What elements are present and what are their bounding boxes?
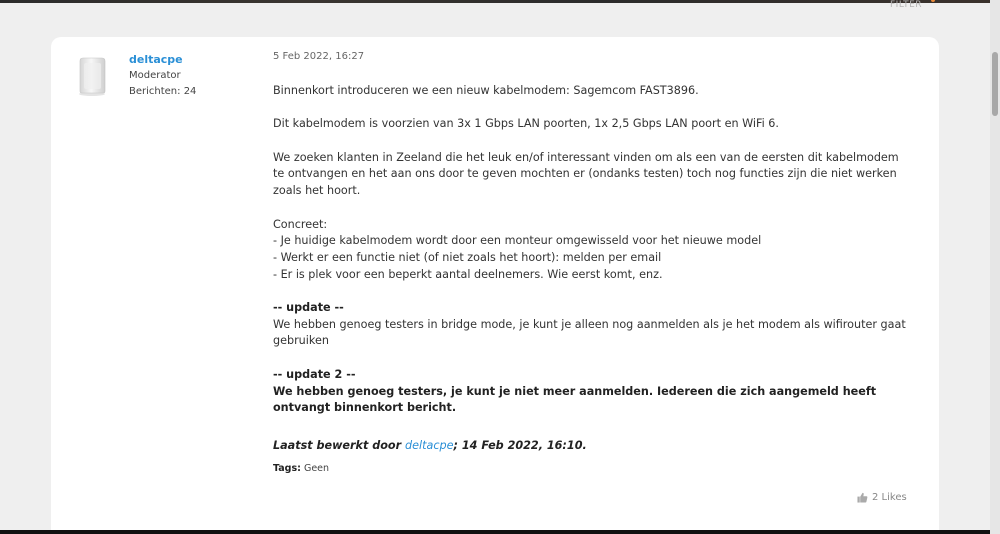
bottom-strip	[0, 530, 990, 534]
post-body	[273, 83, 913, 417]
post-paragraph: Dit kabelmodem is voorzien van 3x 1 Gbps LAN poorten, 1x 2,5 Gbps LAN poort en WiFi 6.	[273, 117, 779, 131]
edited-prefix: Laatst bewerkt door	[273, 439, 405, 452]
post-paragraph: Concreet:	[273, 217, 328, 231]
tags-value: Geen	[303, 463, 330, 474]
author-link[interactable]: deltacpe	[129, 53, 183, 66]
post-list-item: - Er is plek voor een beperkt aantal deelnemers. Wie eerst komt, enz.	[273, 267, 663, 281]
post-list-item: - Werkt er een functie niet (of niet zoals het hoort): melden per email	[273, 250, 662, 264]
modem-avatar-icon	[75, 55, 109, 97]
edited-user-link[interactable]: deltacpe	[405, 439, 454, 452]
update-2-text: We hebben genoeg testers, je kunt je niet meer aanmelden. Iedereen die zich aangemeld heeft ontvangt binnenkort bericht.	[273, 384, 877, 415]
author-role: Moderator	[129, 70, 181, 81]
post-paragraph: We hebben genoeg testers in bridge mode, je kunt je alleen nog aanmelden als je het modem als wifirouter gaat gebruiken	[273, 317, 906, 348]
post-timestamp: 5 Feb 2022, 16:27	[273, 51, 365, 62]
tags-label: Tags:	[273, 463, 301, 474]
tags	[273, 463, 329, 474]
scrollbar[interactable]	[990, 0, 1000, 534]
author-post-count: Berichten: 24	[129, 86, 197, 97]
top-strip	[0, 0, 1000, 3]
post-list-item: - Je huidige kabelmodem wordt door een monteur omgewisseld voor het nieuwe model	[273, 234, 762, 248]
scrollbar-thumb[interactable]	[992, 52, 998, 116]
edited-suffix: ; 14 Feb 2022, 16:10.	[453, 439, 587, 452]
filter-button[interactable]: FILTER	[890, 0, 923, 10]
like-button[interactable]	[857, 492, 907, 503]
avatar[interactable]	[75, 55, 109, 97]
edited-note	[273, 439, 587, 452]
post-paragraph: Binnenkort introduceren we een nieuw kabelmodem: Sagemcom FAST3896.	[273, 84, 699, 97]
thumbs-up-icon	[857, 492, 868, 503]
update-heading: -- update --	[273, 301, 344, 315]
likes-count: 2 Likes	[872, 492, 907, 503]
update-2-heading: -- update 2 --	[273, 367, 356, 381]
post-card	[51, 37, 939, 534]
post-paragraph: We zoeken klanten in Zeeland die het leuk en/of interessant vinden om als een van de eersten dit kabelmodem te ontvangen en het aan ons door te geven mochten er (ondanks testen) toch nog functies zijn die niet werken zoals het hoort.	[273, 150, 899, 198]
